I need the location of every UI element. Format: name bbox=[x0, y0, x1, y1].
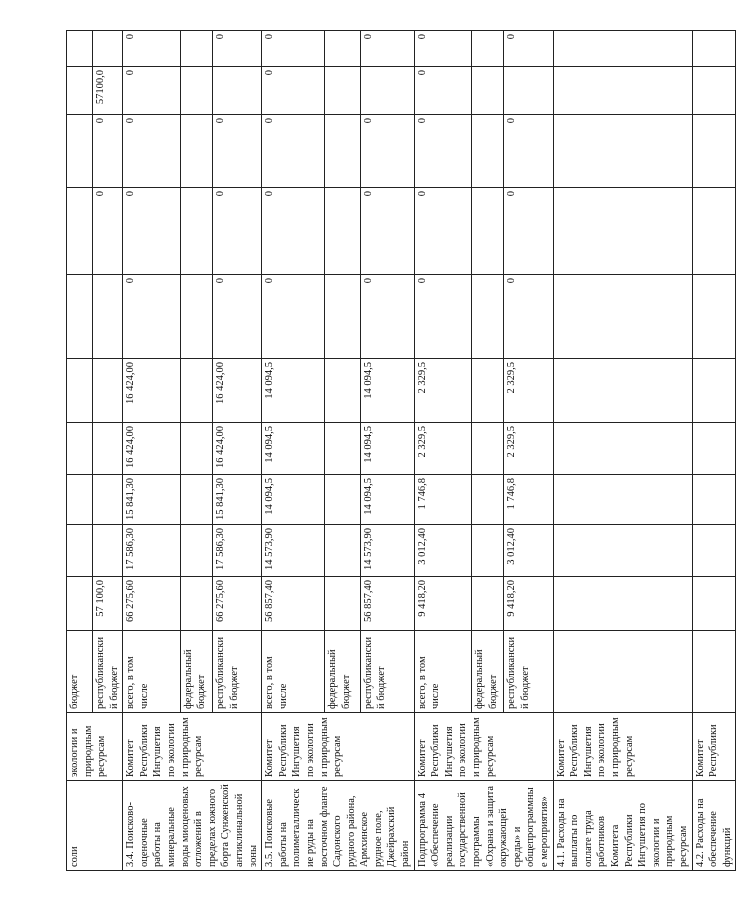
empty-cell bbox=[692, 31, 736, 67]
amount-cell: 0 bbox=[123, 115, 181, 188]
empty-cell bbox=[692, 577, 736, 631]
funding-source: всего, в том числе bbox=[414, 631, 472, 713]
amount-cell bbox=[67, 115, 93, 188]
amount-cell: 9 418,20 bbox=[504, 577, 553, 631]
amount-cell bbox=[472, 423, 504, 475]
amount-cell: 0 bbox=[123, 275, 181, 359]
funding-source: республиканский бюджет bbox=[93, 631, 123, 713]
amount-cell: 0 bbox=[414, 188, 472, 275]
amount-cell bbox=[180, 67, 212, 115]
funding-source: республиканский бюджет bbox=[360, 631, 414, 713]
responsible-executor: Комитет Республики Ингушетия по экологии и природным ресурсам bbox=[553, 713, 692, 781]
amount-cell bbox=[93, 423, 123, 475]
amount-cell bbox=[67, 525, 93, 577]
amount-cell bbox=[325, 67, 360, 115]
amount-cell: 15 841,30 bbox=[213, 475, 262, 525]
amount-cell bbox=[67, 577, 93, 631]
amount-cell bbox=[472, 67, 504, 115]
measure-name: 3.5. Поисковые работы на полиметаллические руды на восточном фланге Садонского рудного района, Армхинское рудное поле, Джейрахский район bbox=[262, 781, 415, 871]
measure-name: 3.4. Поисково-оценочные работы на минеральные воды миоценовых отложений в пределах южного борта Сунженской антиклинальной зоны bbox=[123, 781, 262, 871]
amount-cell bbox=[325, 275, 360, 359]
amount-cell: 0 bbox=[213, 115, 262, 188]
amount-cell: 0 bbox=[414, 115, 472, 188]
amount-cell: 16 424,00 bbox=[213, 423, 262, 475]
amount-cell: 0 bbox=[414, 31, 472, 67]
amount-cell bbox=[93, 359, 123, 423]
measure-name: 4.1. Расходы на выплаты по оплате труда работников Комитета Республики Ингушетия по экологии и природным ресурсам bbox=[553, 781, 692, 871]
amount-cell bbox=[325, 359, 360, 423]
amount-cell bbox=[180, 525, 212, 577]
empty-cell bbox=[553, 631, 692, 713]
amount-cell: 15 841,30 bbox=[123, 475, 181, 525]
table-row bbox=[414, 31, 472, 871]
empty-cell bbox=[692, 525, 736, 577]
amount-cell bbox=[67, 31, 93, 67]
empty-cell bbox=[553, 115, 692, 188]
amount-cell bbox=[180, 577, 212, 631]
amount-cell: 0 bbox=[360, 115, 414, 188]
amount-cell: 2 329,5 bbox=[504, 423, 553, 475]
amount-cell bbox=[180, 275, 212, 359]
amount-cell: 66 275,60 bbox=[213, 577, 262, 631]
responsible-executor: Комитет Республики Ингушетия по экологии и природным ресурсам bbox=[262, 713, 415, 781]
funding-source: федеральный бюджет bbox=[325, 631, 360, 713]
amount-cell: 1 746,8 bbox=[414, 475, 472, 525]
amount-cell bbox=[93, 525, 123, 577]
amount-cell: 0 bbox=[262, 67, 325, 115]
amount-cell: 0 bbox=[414, 275, 472, 359]
amount-cell bbox=[180, 31, 212, 67]
empty-cell bbox=[692, 188, 736, 275]
amount-cell: 3 012,40 bbox=[414, 525, 472, 577]
amount-cell bbox=[67, 359, 93, 423]
empty-cell bbox=[553, 359, 692, 423]
amount-cell: 56 857,40 bbox=[360, 577, 414, 631]
amount-cell: 0 bbox=[93, 115, 123, 188]
table-row bbox=[692, 31, 736, 871]
amount-cell: 14 573,90 bbox=[360, 525, 414, 577]
amount-cell: 0 bbox=[123, 188, 181, 275]
empty-cell bbox=[692, 275, 736, 359]
amount-cell: 0 bbox=[93, 188, 123, 275]
empty-cell bbox=[553, 423, 692, 475]
table-row bbox=[123, 31, 181, 871]
empty-cell bbox=[553, 275, 692, 359]
amount-cell: 14 573,90 bbox=[262, 525, 325, 577]
funding-source: республиканский бюджет bbox=[504, 631, 553, 713]
amount-cell: 9 418,20 bbox=[414, 577, 472, 631]
amount-cell: 0 bbox=[262, 115, 325, 188]
measure-name: соли bbox=[67, 781, 123, 871]
amount-cell: 14 094,5 bbox=[262, 475, 325, 525]
amount-cell: 0 bbox=[504, 275, 553, 359]
amount-cell: 14 094,5 bbox=[262, 359, 325, 423]
responsible-executor: Комитет Республики Ингушетия по экологии и природным ресурсам bbox=[123, 713, 262, 781]
amount-cell bbox=[504, 67, 553, 115]
amount-cell: 14 094,5 bbox=[360, 423, 414, 475]
table-row bbox=[67, 31, 93, 871]
amount-cell: 0 bbox=[213, 188, 262, 275]
amount-cell bbox=[67, 423, 93, 475]
rotated-page bbox=[66, 31, 733, 871]
amount-cell bbox=[67, 475, 93, 525]
amount-cell bbox=[325, 525, 360, 577]
amount-cell bbox=[472, 577, 504, 631]
budget-table bbox=[66, 30, 736, 871]
measure-name: 4.2. Расходы на обеспечение функций bbox=[692, 781, 736, 871]
amount-cell: 14 094,5 bbox=[262, 423, 325, 475]
funding-source: бюджет bbox=[67, 631, 93, 713]
empty-cell bbox=[692, 115, 736, 188]
amount-cell: 0 bbox=[360, 275, 414, 359]
amount-cell: 0 bbox=[213, 275, 262, 359]
amount-cell bbox=[472, 525, 504, 577]
empty-cell bbox=[692, 631, 736, 713]
amount-cell bbox=[472, 188, 504, 275]
responsible-executor: Комитет Республики bbox=[692, 713, 736, 781]
amount-cell: 0 bbox=[414, 67, 472, 115]
amount-cell: 0 bbox=[262, 31, 325, 67]
table-body bbox=[67, 31, 736, 871]
empty-cell bbox=[692, 67, 736, 115]
empty-cell bbox=[553, 188, 692, 275]
amount-cell: 57 100,0 bbox=[93, 577, 123, 631]
amount-cell bbox=[67, 67, 93, 115]
empty-cell bbox=[553, 525, 692, 577]
amount-cell: 17 586,30 bbox=[123, 525, 181, 577]
empty-cell bbox=[553, 577, 692, 631]
empty-cell bbox=[553, 475, 692, 525]
amount-cell bbox=[325, 475, 360, 525]
amount-cell bbox=[360, 67, 414, 115]
amount-cell: 0 bbox=[123, 31, 181, 67]
amount-cell: 0 bbox=[213, 31, 262, 67]
amount-cell: 0 bbox=[504, 31, 553, 67]
amount-cell: 1 746,8 bbox=[504, 475, 553, 525]
amount-cell: 14 094,5 bbox=[360, 359, 414, 423]
measure-name: Подпрограмма 4 «Обеспечение реализации государственной программы «Охрана и защита окружающей среды» и общепрограммные мероприятия» bbox=[414, 781, 553, 871]
amount-cell: 0 bbox=[262, 275, 325, 359]
amount-cell bbox=[472, 359, 504, 423]
empty-cell bbox=[692, 475, 736, 525]
amount-cell: 2 329,5 bbox=[504, 359, 553, 423]
amount-cell bbox=[67, 188, 93, 275]
amount-cell bbox=[325, 115, 360, 188]
empty-cell bbox=[553, 31, 692, 67]
amount-cell: 0 bbox=[504, 188, 553, 275]
amount-cell: 16 424,00 bbox=[123, 423, 181, 475]
amount-cell: 57100,0 bbox=[93, 67, 123, 115]
amount-cell bbox=[180, 423, 212, 475]
amount-cell bbox=[325, 188, 360, 275]
amount-cell: 0 bbox=[504, 115, 553, 188]
amount-cell: 0 bbox=[360, 188, 414, 275]
amount-cell bbox=[472, 275, 504, 359]
amount-cell: 3 012,40 bbox=[504, 525, 553, 577]
amount-cell: 16 424,00 bbox=[213, 359, 262, 423]
empty-cell bbox=[553, 67, 692, 115]
amount-cell bbox=[93, 275, 123, 359]
amount-cell bbox=[325, 577, 360, 631]
amount-cell bbox=[213, 67, 262, 115]
funding-source: всего, в том числе bbox=[262, 631, 325, 713]
amount-cell bbox=[180, 188, 212, 275]
table-row bbox=[553, 31, 692, 871]
amount-cell bbox=[472, 31, 504, 67]
amount-cell bbox=[93, 475, 123, 525]
empty-cell bbox=[692, 359, 736, 423]
amount-cell: 14 094,5 bbox=[360, 475, 414, 525]
amount-cell bbox=[93, 31, 123, 67]
amount-cell: 0 bbox=[262, 188, 325, 275]
funding-source: федеральный бюджет bbox=[472, 631, 504, 713]
table-row bbox=[262, 31, 325, 871]
amount-cell bbox=[472, 475, 504, 525]
funding-source: федеральный бюджет bbox=[180, 631, 212, 713]
amount-cell: 2 329,5 bbox=[414, 423, 472, 475]
amount-cell bbox=[325, 423, 360, 475]
funding-source: всего, в том числе bbox=[123, 631, 181, 713]
amount-cell bbox=[472, 115, 504, 188]
amount-cell: 17 586,30 bbox=[213, 525, 262, 577]
responsible-executor: Комитет Республики Ингушетия по экологии и природным ресурсам bbox=[414, 713, 553, 781]
funding-source: республиканский бюджет bbox=[213, 631, 262, 713]
amount-cell bbox=[180, 115, 212, 188]
amount-cell: 2 329,5 bbox=[414, 359, 472, 423]
amount-cell: 16 424,00 bbox=[123, 359, 181, 423]
amount-cell bbox=[67, 275, 93, 359]
amount-cell: 0 bbox=[360, 31, 414, 67]
responsible-executor: экологии и природным ресурсам bbox=[67, 713, 123, 781]
amount-cell bbox=[180, 359, 212, 423]
amount-cell: 56 857,40 bbox=[262, 577, 325, 631]
amount-cell bbox=[325, 31, 360, 67]
amount-cell bbox=[180, 475, 212, 525]
amount-cell: 0 bbox=[123, 67, 181, 115]
empty-cell bbox=[692, 423, 736, 475]
amount-cell: 66 275,60 bbox=[123, 577, 181, 631]
